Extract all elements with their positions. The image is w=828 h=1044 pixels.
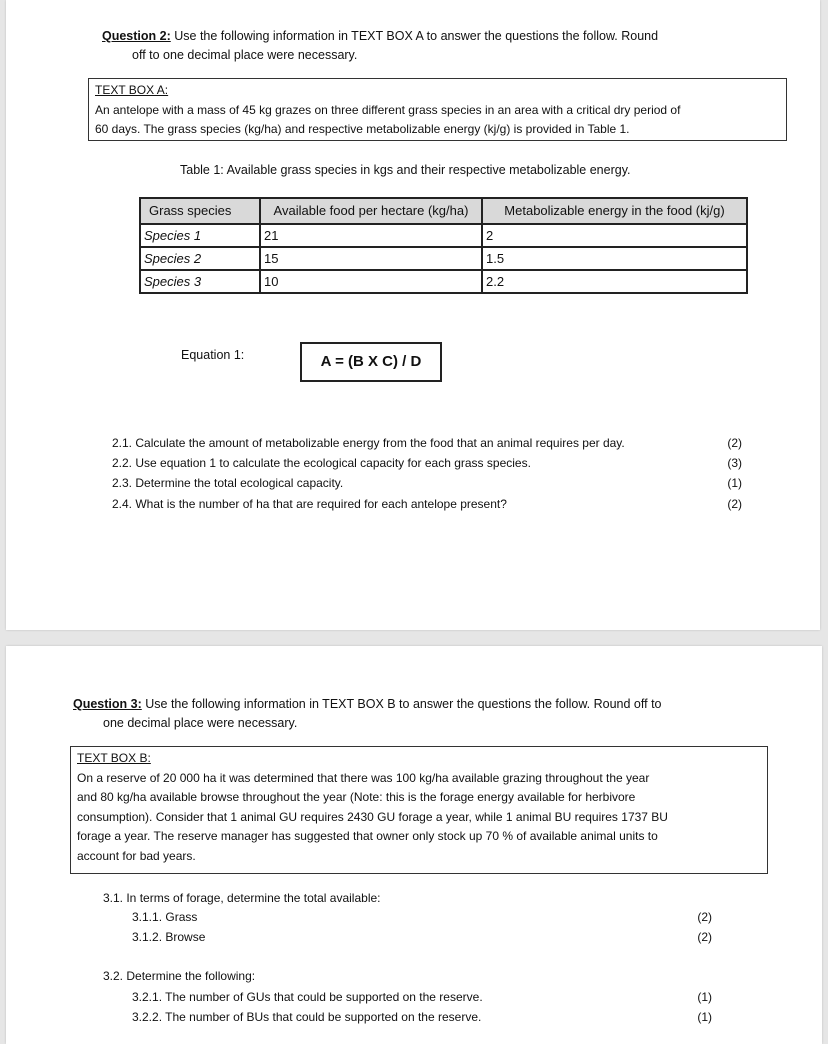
table-cell: 1.5 — [482, 247, 747, 270]
question-item: 2.2. Use equation 1 to calculate the ecological capacity for each grass species. — [112, 456, 531, 470]
text-box-b-line: consumption). Consider that 1 animal GU requires 2430 GU forage a year, while 1 animal BU requires 1737 BU — [77, 809, 668, 824]
text-box-b-line: On a reserve of 20 000 ha it was determined that there was 100 kg/ha available grazing throughout the year — [77, 770, 650, 785]
table-header-row — [140, 198, 747, 224]
table-cell: 2.2 — [482, 270, 747, 293]
question-item: 2.4. What is the number of ha that are required for each antelope present? — [112, 497, 507, 511]
question-item: 2.1. Calculate the amount of metabolizable energy from the food that an animal requires per day. — [112, 436, 625, 450]
question-item: 3.2.2. The number of BUs that could be supported on the reserve. — [132, 1010, 482, 1024]
document-page-2 — [6, 646, 822, 1044]
question-marks: (2) — [697, 910, 712, 924]
text-box-b-line: and 80 kg/ha available browse throughout the year (Note: this is the forage energy available for herbivore — [77, 790, 636, 804]
table-cell: 15 — [260, 247, 482, 270]
question-item: 3.2.1. The number of GUs that could be supported on the reserve. — [132, 990, 483, 1004]
question-marks: (2) — [727, 436, 742, 450]
question-item: 3.1.1. Grass — [132, 910, 198, 924]
text-box-b-line: forage a year. The reserve manager has suggested that owner only stock up 70 % of available animal units to — [77, 829, 658, 843]
column-header: Grass species — [140, 198, 260, 224]
table-cell: Species 2 — [140, 247, 260, 270]
table-cell: 21 — [260, 224, 482, 247]
question-3-intro-line1: Use the following information in TEXT BOX B to answer the questions the follow. Round off to — [141, 697, 662, 711]
question-3-heading — [73, 695, 662, 714]
question-3-label: Question 3: — [73, 697, 142, 711]
grass-species-table — [139, 197, 748, 294]
question-marks: (1) — [697, 990, 712, 1004]
table-cell: 10 — [260, 270, 482, 293]
section-3-2-heading: 3.2. Determine the following: — [103, 969, 256, 983]
table-row — [140, 247, 747, 270]
text-box-a-line: 60 days. The grass species (kg/ha) and respective metabolizable energy (kj/g) is provided in Table 1. — [95, 122, 630, 136]
question-marks: (1) — [727, 476, 742, 490]
table-row — [140, 224, 747, 247]
text-box-b-line: account for bad years. — [77, 848, 196, 863]
table-cell: Species 3 — [140, 270, 260, 293]
question-item: 2.3. Determine the total ecological capacity. — [112, 476, 344, 490]
question-2-intro-line1: Use the following information in TEXT BOX A to answer the questions the follow. Round — [170, 29, 659, 43]
question-marks: (3) — [727, 456, 742, 470]
question-3-intro-line2: one decimal place were necessary. — [103, 716, 298, 730]
text-box-a — [88, 78, 787, 141]
equation-text: A = (B X C) / D — [320, 353, 422, 370]
equation-box — [300, 342, 442, 382]
question-marks: (2) — [697, 930, 712, 944]
section-3-1-heading: 3.1. In terms of forage, determine the total available: — [103, 891, 381, 905]
text-box-b-title: TEXT BOX B: — [77, 751, 151, 765]
question-item: 3.1.2. Browse — [132, 930, 206, 944]
question-2-label: Question 2: — [102, 29, 171, 43]
table-cell: 2 — [482, 224, 747, 247]
question-2-intro-line2: off to one decimal place were necessary. — [132, 48, 358, 62]
document-page-1 — [6, 0, 820, 630]
column-header: Metabolizable energy in the food (kj/g) — [482, 198, 747, 224]
table-cell: Species 1 — [140, 224, 260, 247]
question-marks: (1) — [697, 1010, 712, 1024]
table-row — [140, 270, 747, 293]
table-caption: Table 1: Available grass species in kgs and their respective metabolizable energy. — [180, 163, 631, 177]
text-box-b — [70, 746, 768, 874]
equation-label: Equation 1: — [181, 348, 245, 362]
text-box-a-title: TEXT BOX A: — [95, 83, 169, 97]
column-header: Available food per hectare (kg/ha) — [260, 198, 482, 224]
text-box-a-line: An antelope with a mass of 45 kg grazes on three different grass species in an area with a critical dry period of — [95, 102, 681, 117]
question-2-heading — [102, 27, 658, 46]
question-marks: (2) — [727, 497, 742, 511]
